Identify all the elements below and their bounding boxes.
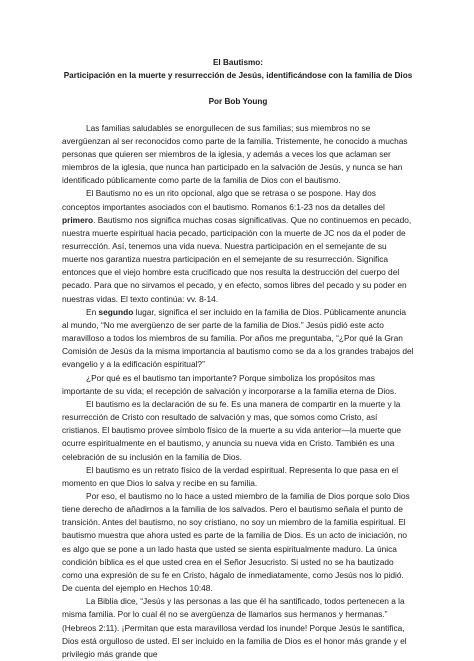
title-block [62,56,414,82]
body-paragraph [62,372,414,398]
body-paragraph [62,595,414,661]
body-paragraph [62,122,414,188]
emphasized-text: primero [62,214,94,225]
paragraph-text: Por eso, el bautismo no lo hace a usted miembro de la familia de Dios porque solo Dios tiene derecho de añadirnos a la familia de los salvados. Pero el bautismo señala el punto de transición. Antes del bautismo, no soy cristiano, no soy un miembro de la familia espiritual. El bautismo muestra que ahora usted es parte de la familia de Dios. Es un acto de iniciación, no es algo que se pone a un lado hasta que usted se sienta espiritualmente maduro. La única condición bíblica es el que usted crea en el Señor Jesucristo. Si usted no se ha bautizado como una expresión de su fe en Cristo, hágalo de inmediatamente, como Jesús nos lo pidió. De cuenta del ejemplo en Hechos 10:48. [62,490,410,594]
paragraph-text: Las familias saludables se enorgullecen de sus familias; sus miembros no se avergüenzan al ser reconocidos como parte de la familia. Tristemente, he conocido a muchas personas que quieren ser miembros de la iglesia, y además a veces los que aclaman ser miembros de la iglesia, que nunca han participado en la salvación de Jesús, y nunca se han identificado públicamente como parte de la familia de Dios con el bautismo. [62,122,408,186]
paragraph-text: En [86,306,99,317]
author-line: Por Bob Young [208,97,268,107]
document-title: El Bautismo: [212,58,264,67]
body-paragraph [62,306,414,372]
body-paragraph [62,398,414,464]
paragraph-text: lugar, significa el ser incluido en la familia de Dios. Públicamente anuncia al mundo, “No me avergüenzo de ser parte de la familia de Dios.” Jesús pidió este acto maravilloso a todos los miembros de su familia. Por años me preguntaba, “¿Por qué la Gran Comisión de Jesús da la misma importancia al bautismo como se da a los grandes trabajos del evangelio y a la edificación espiritual?” [62,306,414,370]
body-paragraph [62,187,414,305]
emphasized-text: segundo [98,306,134,317]
body-paragraph [62,464,414,490]
paragraph-text: ¿Por qué es el bautismo tan importante? Porque simboliza los propósitos mas importante de su vida; el recepción de salvación y incorporarse a la familia eterna de Dios. [62,372,397,396]
document-subtitle: Participación en la muerte y resurrección de Jesús, identificándose con la familia de Dios [63,71,413,81]
body-paragraph [62,490,414,595]
paragraph-text: . Bautismo nos significa muchas cosas significativas. Que no continuemos en pecado, nuestra muerte espiritual hacia pecado, participación con la muerte de JC nos da el poder de resurrección. Así, tenemos una vida nueva. Nuestra participación en el semejante de su muerte nos garantiza nuestra participación en el semejante de su resurrección. Significa entonces que el viejo hombre esta crucificado que nos resulta la destrucción del cuerpo del pecado. Para que no sirvamos el pecado, y en efecto, somos libres del pecado y su poder en nuestras vidas. El texto continúa: vv. 8-14. [62,214,412,304]
paragraph-text: El bautismo es la declaración de su fe. Es una manera de compartir en la muerte y la resurrección de Cristo con resultado de salvación y mas, que somos como Cristo, así cristianos. El bautismo provee símbolo físico de la muerte a su vida anterior—la muerte que ocurre espiritualmente en el bautismo, y anuncia su nueva vida en Cristo. También es una celebración de su inclusión en la familia de Dios. [62,398,402,462]
document-body [62,122,414,661]
paragraph-text: El bautismo es un retrato físico de la verdad espiritual. Representa lo que pasa en el momento en que Dios lo salva y recibe en su familia. [62,464,399,488]
paragraph-text: La Biblia dice, “Jesús y las personas a las que él ha santificado, todos pertenecen a la misma familia. Por lo cual él no se avergüenza de llamarlos sus hermanos y hermanas.” (Hebreos 2:11). ¡Permitan que esta maravillosa verdad los inunde! Porque Jesús le santifica, Dios está orgulloso de usted. El ser incluido en la familia de Dios es el honor más grande y el privilegio más grande que [62,596,407,659]
paragraph-text: El Bautismo no es un rito opcional, algo que se retrasa o se pospone. Hay dos conceptos importantes asociados con el bautismo. Romanos 6:1-23 nos da detalles del [62,188,385,212]
